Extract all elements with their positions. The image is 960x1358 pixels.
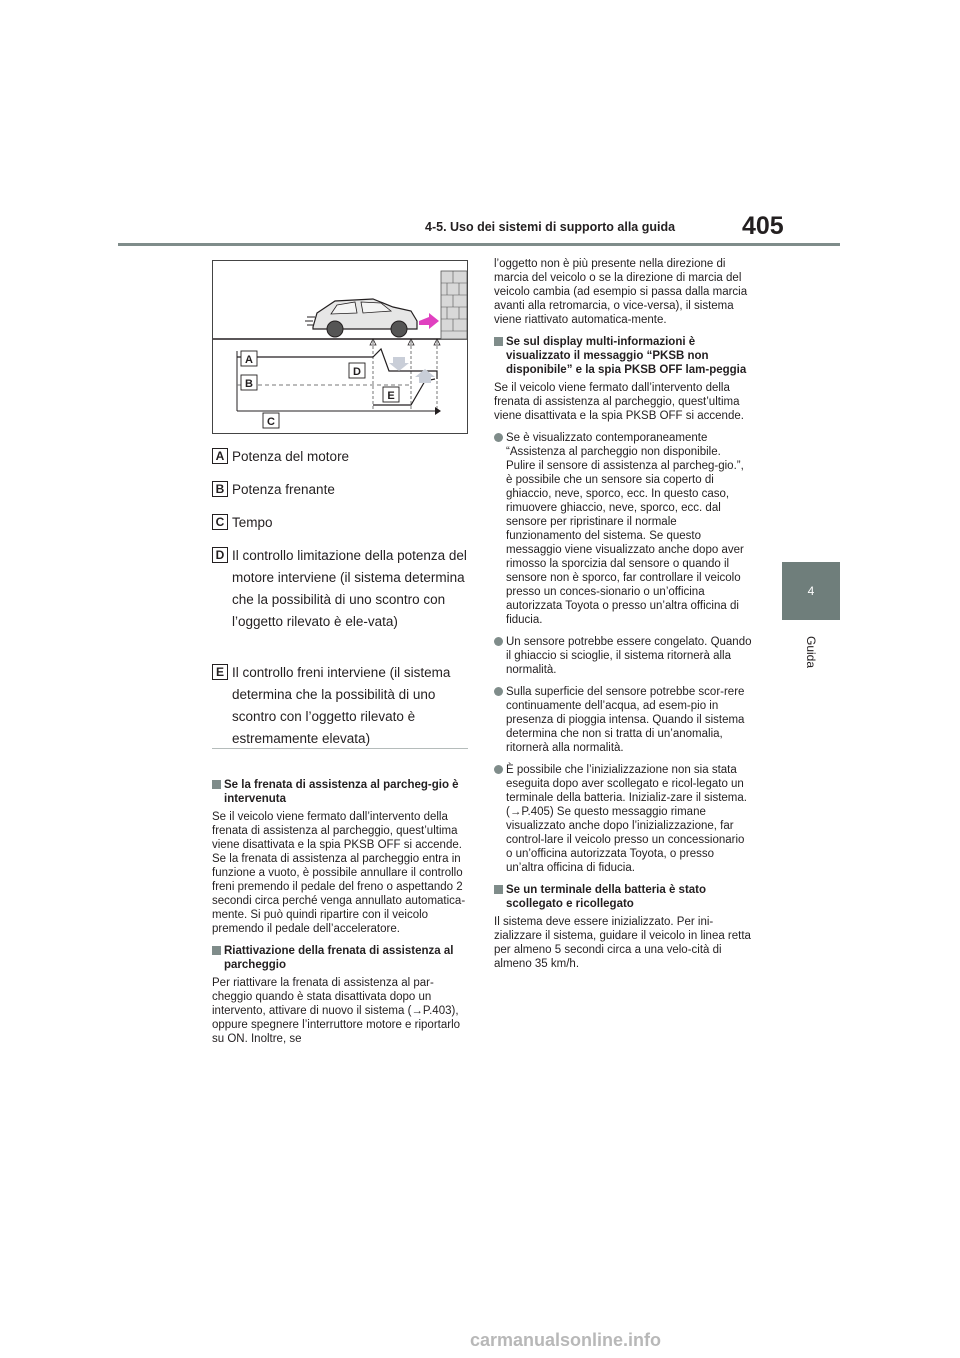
paragraph: Il sistema deve essere inizializzato. Per ini-zializzare il sistema, guidare il veicolo in linea retta per almeno 5 secondi circa a una velo-cità di almeno 35 km/h. — [494, 916, 751, 970]
header-rule — [118, 243, 840, 246]
label-b — [241, 375, 257, 390]
section-heading: Se la frenata di assistenza al parcheg-gio è intervenuta — [212, 778, 468, 806]
chapter-name: Guida — [804, 635, 818, 669]
svg-text:A: A — [245, 354, 253, 366]
svg-text:C: C — [267, 416, 275, 428]
sensor-arrow-icon — [419, 313, 439, 329]
diagram-svg — [213, 261, 467, 433]
legend-badge: A — [212, 448, 228, 464]
brick-wall-icon — [441, 271, 467, 339]
legend-badge: B — [212, 481, 228, 497]
svg-text:B: B — [245, 378, 253, 390]
svg-text:E: E — [387, 390, 395, 402]
page-number: 405 — [742, 212, 784, 240]
label-d — [349, 363, 365, 378]
section-heading: Se sul display multi-informazioni è visualizzato il messaggio “PKSB non disponibile” e la spia PKSB OFF lam-peggia — [494, 335, 752, 377]
paragraph: Se il veicolo viene fermato dall’intervento della frenata di assistenza al parcheggio, quest’ultima viene disattivata e la spia PKSB OFF si accende. — [494, 382, 744, 422]
svg-text:D: D — [353, 366, 361, 378]
section-title: 4-5. Uso dei sistemi di supporto alla guida — [425, 220, 676, 234]
legend-badge: E — [212, 664, 228, 680]
legend-text: Potenza del motore — [232, 449, 350, 464]
bullet-item: Sulla superficie del sensore potrebbe scor-rere continuamente dell’acqua, ad esem-pio in presenza di pioggia intensa. Quando il sistema determina che non si tratta di un’anomalia, ritornerà alla normalità. — [494, 685, 752, 755]
section-heading: Se un terminale della batteria è stato scollegato e ricollegato — [494, 883, 752, 911]
bullet-item: È possibile che l’inizializzazione non sia stata eseguita dopo aver scollegato e ricol-legato un terminale della batteria. Inizializ-zare il sistema. (→P.405) Se questo messaggio rimane visualizzato anche dopo l’inizializzazione, far control-lare il veicolo presso un concessionario o un’officina autorizzata Toyota, o presso un’altra officina di fiducia. — [494, 763, 752, 875]
chapter-tab: 4 — [782, 562, 840, 620]
legend-badge: C — [212, 514, 228, 530]
legend-divider — [212, 748, 468, 749]
label-e — [383, 387, 399, 402]
left-column — [212, 778, 468, 1050]
legend-text: Il controllo freni interviene (il sistema determina che la possibilità di uno scontro con l’oggetto rilevato è estremamente elevata) — [232, 665, 451, 746]
paragraph: Per riattivare la frenata di assistenza al par-cheggio quando è stata disattivata dopo un intervento, attivare di nuovo il sistema (→P.403), oppure spegnere l’interruttore motore e riportarlo su ON. Inoltre, se — [212, 977, 461, 1045]
bullet-item: Un sensore potrebbe essere congelato. Quando il ghiaccio si scioglie, il sistema ritornerà alla normalità. — [494, 635, 752, 677]
system-diagram — [212, 260, 468, 434]
legend-text: Il controllo limitazione della potenza del motore interviene (il sistema determina che la possibilità di uno scontro con l’oggetto rilevato è ele-vata) — [232, 548, 467, 629]
chapter-label — [782, 632, 840, 672]
label-c — [263, 413, 279, 428]
legend-text: Potenza frenante — [232, 482, 335, 497]
paragraph: Se il veicolo viene fermato dall’intervento della frenata di assistenza al parcheggio, quest’ultima viene disattivata e la spia PKSB OFF si accende. Se la frenata di assistenza al parcheggio entra in funzione a vuoto, è possibile annullare il controllo freni premendo il pedale del freno o aspettando 2 secondi circa perché venga annullato automatica-mente. Si può quindi ripartire con il veicolo premendo il pedale dell’acceleratore. — [212, 811, 466, 935]
car-icon — [305, 299, 417, 337]
legend-badge: D — [212, 547, 228, 563]
bullet-item: Se è visualizzato contemporaneamente “Assistenza al parcheggio non disponibile. Pulire il sensore di assistenza al parcheg-gio.”, è possibile che un sensore sia coperto di ghiaccio, neve, sporco, ecc. In questo caso, rimuovere ghiaccio, neve, sporco, ecc. dal sensore per ripristinare il normale funzionamento del sistema. Se questo messaggio viene visualizzato anche dopo aver rimosso la sporcizia dal sensore o quando il sensore non è sporco, far controllare il veicolo presso un conces-sionario o un’officina autorizzata Toyota o presso un’altra officina di fiducia. — [494, 431, 752, 627]
watermark: carmanualsonline.info — [470, 1330, 662, 1350]
legend-text: Tempo — [232, 515, 273, 530]
label-a — [241, 351, 257, 366]
right-column — [494, 257, 752, 975]
paragraph: l’oggetto non è più presente nella direzione di marcia del veicolo o se la direzione di marcia del veicolo cambia (ad esempio si passa dalla marcia avanti alla retromarcia, o vice-versa), il sistema viene riattivato automatica-mente. — [494, 258, 748, 326]
section-heading: Riattivazione della frenata di assistenza al parcheggio — [212, 944, 468, 972]
time-axis-arrow — [435, 407, 441, 415]
down-arrow-icon — [389, 357, 409, 371]
